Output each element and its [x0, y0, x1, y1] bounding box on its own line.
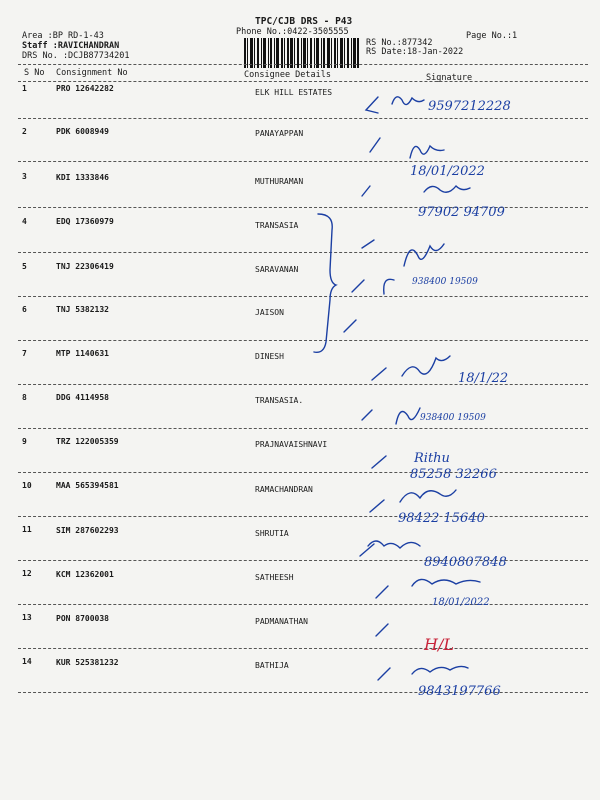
row-consignee: PADMANATHAN: [255, 617, 308, 626]
tick-mark: [372, 368, 386, 380]
row-consignee: BATHIJA: [255, 661, 289, 670]
tick-mark: [378, 668, 390, 680]
signature-scribble: [384, 279, 394, 294]
handwritten-phone: 85258 32266: [410, 467, 497, 482]
header-divider-bottom: [18, 81, 588, 82]
tick-mark: [362, 410, 372, 420]
row-sno: 2: [22, 127, 27, 136]
tick-mark: [344, 320, 356, 332]
row-consignment: KUR 525381232: [56, 658, 119, 667]
row-sno: 6: [22, 305, 27, 314]
header-divider-top: [18, 64, 588, 65]
row-consignee: RAMACHANDRAN: [255, 485, 313, 494]
column-header-signature: Signature: [426, 73, 473, 83]
handwritten-red-mark: H/L: [424, 635, 454, 654]
handwritten-phone: 98422 15640: [398, 511, 485, 526]
row-consignee: ELK HILL ESTATES: [255, 88, 333, 97]
signature-scribble: [402, 356, 450, 376]
handwritten-phone: 9843197766: [418, 684, 501, 699]
row-divider: [18, 428, 588, 429]
handwritten-name: Rithu: [414, 451, 450, 466]
row-consignment: SIM 287602293: [56, 526, 119, 535]
row-divider: [18, 604, 588, 605]
signature-scribble: [410, 146, 444, 158]
row-consignment: PDK 6008949: [56, 127, 109, 136]
tick-mark: [366, 97, 378, 113]
rs-number: RS No.:877342: [366, 38, 433, 48]
handwritten-date: 18/01/2022: [410, 164, 485, 179]
row-divider: [18, 118, 588, 119]
signature-scribble: [368, 541, 420, 548]
row-sno: 9: [22, 437, 27, 446]
area-label: Area :BP RD-1-43: [22, 31, 104, 41]
row-consignee: SHRUTIA: [255, 529, 289, 538]
row-sno: 4: [22, 217, 27, 226]
row-divider: [18, 384, 588, 385]
row-consignment: MAA 565394581: [56, 481, 119, 490]
handwritten-phone: 8940807848: [424, 555, 507, 570]
row-divider: [18, 516, 588, 517]
row-consignment: TRZ 122005359: [56, 437, 119, 446]
row-consignee: TRANSASIA.: [255, 396, 304, 405]
row-sno: 10: [22, 481, 32, 490]
row-divider: [18, 340, 588, 341]
row-sno: 7: [22, 349, 27, 358]
row-divider: [18, 692, 588, 693]
signature-scribble: [400, 490, 456, 502]
handwritten-phone: 97902 94709: [418, 205, 505, 220]
tick-mark: [362, 186, 370, 196]
tick-mark: [362, 240, 374, 248]
column-header-consignment: Consignment No: [56, 68, 128, 78]
column-header-consignee: Consignee Details: [244, 70, 331, 80]
row-consignment: PON 8700038: [56, 614, 109, 623]
row-consignee: SARAVANAN: [255, 265, 299, 274]
tick-mark: [352, 280, 364, 292]
handwritten-phone: 938400 19509: [420, 413, 486, 423]
tick-mark: [360, 544, 374, 556]
drs-number: DRS No. :DCJB87734201: [22, 51, 130, 61]
signature-scribble: [424, 186, 470, 192]
signature-scribble: [412, 666, 468, 674]
signature-scribble: [412, 579, 480, 586]
row-sno: 13: [22, 613, 32, 622]
row-consignment: PRO 12642282: [56, 84, 114, 93]
row-divider: [18, 161, 588, 162]
row-divider: [18, 207, 588, 208]
signature-scribble: [396, 408, 420, 424]
row-divider: [18, 560, 588, 561]
row-divider: [18, 648, 588, 649]
row-sno: 1: [22, 84, 27, 93]
tick-mark: [376, 624, 388, 636]
signature-scribble: [404, 244, 444, 266]
row-consignee: PRAJNAVAISHNAVI: [255, 440, 328, 449]
page-number: Page No.:1: [466, 31, 518, 41]
row-consignment: EDQ 17360979: [56, 217, 114, 226]
row-consignee: JAISON: [255, 308, 284, 317]
row-consignee: DINESH: [255, 352, 284, 361]
sheet-title: TPC/CJB DRS - P43: [255, 16, 353, 27]
row-sno: 5: [22, 262, 27, 271]
signature-scribble: [392, 97, 424, 105]
row-consignment: KDI 1333846: [56, 173, 109, 182]
row-divider: [18, 252, 588, 253]
handwritten-phone: 9597212228: [428, 99, 511, 114]
handwritten-date: 18/1/22: [458, 371, 509, 386]
tick-mark: [376, 586, 388, 598]
row-consignment: MTP 1140631: [56, 349, 109, 358]
row-sno: 8: [22, 393, 27, 402]
grouping-bracket: [314, 214, 336, 352]
row-sno: 14: [22, 657, 32, 666]
row-consignee: SATHEESH: [255, 573, 294, 582]
row-consignee: TRANSASIA: [255, 221, 299, 230]
row-sno: 12: [22, 569, 32, 578]
row-consignment: TNJ 22306419: [56, 262, 114, 271]
handwritten-phone: 938400 19509: [412, 277, 478, 287]
staff-label: Staff :RAVICHANDRAN: [22, 41, 120, 51]
row-consignment: KCM 12362001: [56, 570, 114, 579]
row-sno: 11: [22, 525, 32, 534]
row-sno: 3: [22, 172, 27, 181]
phone-number: Phone No.:0422-3505555: [236, 27, 349, 37]
row-divider: [18, 472, 588, 473]
row-consignee: PANAYAPPAN: [255, 129, 304, 138]
column-header-sno: S No: [24, 68, 45, 78]
tick-mark: [372, 456, 386, 468]
handwritten-date: 18/01/2022: [432, 597, 490, 608]
row-consignment: TNJ 5382132: [56, 305, 109, 314]
tick-mark: [370, 500, 384, 512]
row-consignee: MUTHURAMAN: [255, 177, 304, 186]
tick-mark: [370, 138, 380, 152]
rs-date: RS Date:18-Jan-2022: [366, 47, 464, 57]
row-divider: [18, 296, 588, 297]
row-consignment: DDG 4114958: [56, 393, 109, 402]
